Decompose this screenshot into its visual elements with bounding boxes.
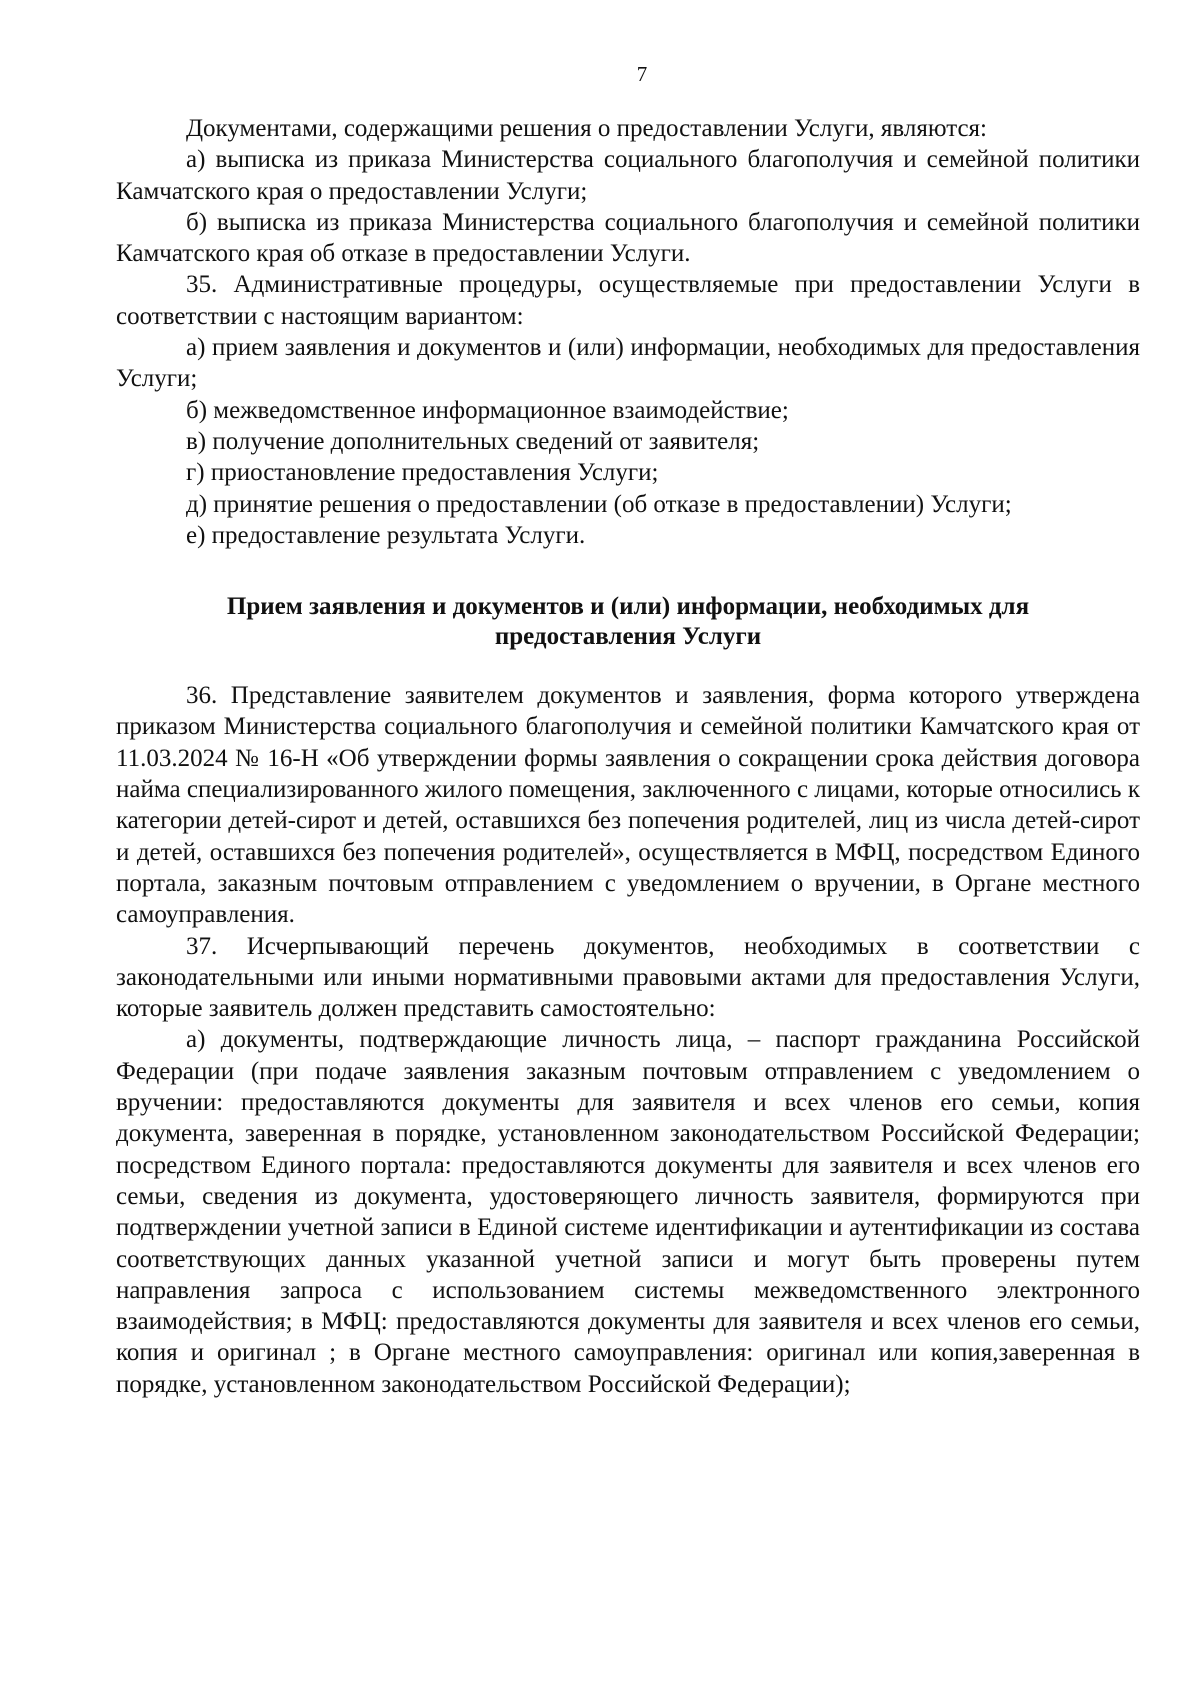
- section-heading-line-2: предоставления Услуги: [494, 623, 762, 651]
- paragraph-item-b-refusal-extract: б) выписка из приказа Министерства социального благополучия и семейной политики Камчатского края об отказе в предоставлении Услуги.: [116, 208, 1140, 268]
- section-heading-line-1: Прием заявления и документов и (или) информации, необходимых для: [226, 593, 1030, 621]
- section-heading: [116, 592, 1140, 652]
- paragraph-procedure-e: е) предоставление результата Услуги.: [186, 521, 586, 549]
- paragraph-35-procedures: 35. Административные процедуры, осуществляемые при предоставлении Услуги в соответствии с настоящим вариантом:: [116, 271, 1140, 330]
- paragraph-procedure-d: д) принятие решения о предоставлении (об отказе в предоставлении) Услуги;: [186, 490, 1012, 518]
- paragraph-item-a-grant-extract: а) выписка из приказа Министерства социального благополучия и семейной политики Камчатского края о предоставлении Услуги;: [116, 146, 1140, 205]
- paragraph-37-item-a: а) документы, подтверждающие личность лица, – паспорт гражданина Российской Федерации (при подаче заявления заказным почтовым отправлением с уведомлением о вручении: предоставляются документы для заявителя и всех членов его семьи, копия документа, заверенная в порядке, установленном законодательством Российской Федерации; посредством Единого портала: предоставляются документы для заявителя и всех членов его семьи, сведения из документа, удостоверяющего личность заявителя, формируются при подтверждении учетной записи в Единой системе идентификации и аутентификации из состава соответствующих данных указанной учетной записи и могут быть проверены путем направления запроса с использованием системы межведомственного электронного взаимодействия; в МФЦ: предоставляются документы для заявителя и всех членов его семьи, копия и оригинал ; в Органе местного самоуправления: оригинал или копия,заверенная в порядке, установленном законодательством Российской Федерации);: [116, 1026, 1140, 1398]
- paragraph-procedure-b: б) межведомственное информационное взаимодействие;: [186, 396, 789, 424]
- paragraph-procedure-g: г) приостановление предоставления Услуги;: [186, 459, 659, 487]
- paragraph-36-submission: 36. Представление заявителем документов и заявления, форма которого утверждена приказом Министерства социального благополучия и семейной политики Камчатского края от 11.03.2024 № 16-Н «Об утверждении формы заявления о сокращении срока действия договора найма специализированного жилого помещения, заключенного с лицами, которые относились к категории детей-сирот и детей, оставшихся без попечения родителей, лиц из числа детей-сирот и детей, оставшихся без попечения родителей», осуществляется в МФЦ, посредством Единого портала, заказным почтовым отправлением с уведомлением о вручении, в Органе местного самоуправления.: [116, 682, 1140, 929]
- page-number: 7: [636, 62, 648, 86]
- paragraph-37-document-list: 37. Исчерпывающий перечень документов, необходимых в соответствии с законодательными или иными нормативными правовыми актами для предоставления Услуги, которые заявитель должен представить самостоятельно:: [116, 932, 1140, 1023]
- document-page: [116, 62, 1140, 1400]
- paragraph-procedure-v: в) получение дополнительных сведений от заявителя;: [186, 427, 760, 455]
- paragraph-procedure-a: а) прием заявления и документов и (или) информации, необходимых для предоставления Услуги;: [116, 334, 1140, 393]
- paragraph-result-documents-intro: Документами, содержащими решения о предоставлении Услуги, являются:: [186, 115, 987, 142]
